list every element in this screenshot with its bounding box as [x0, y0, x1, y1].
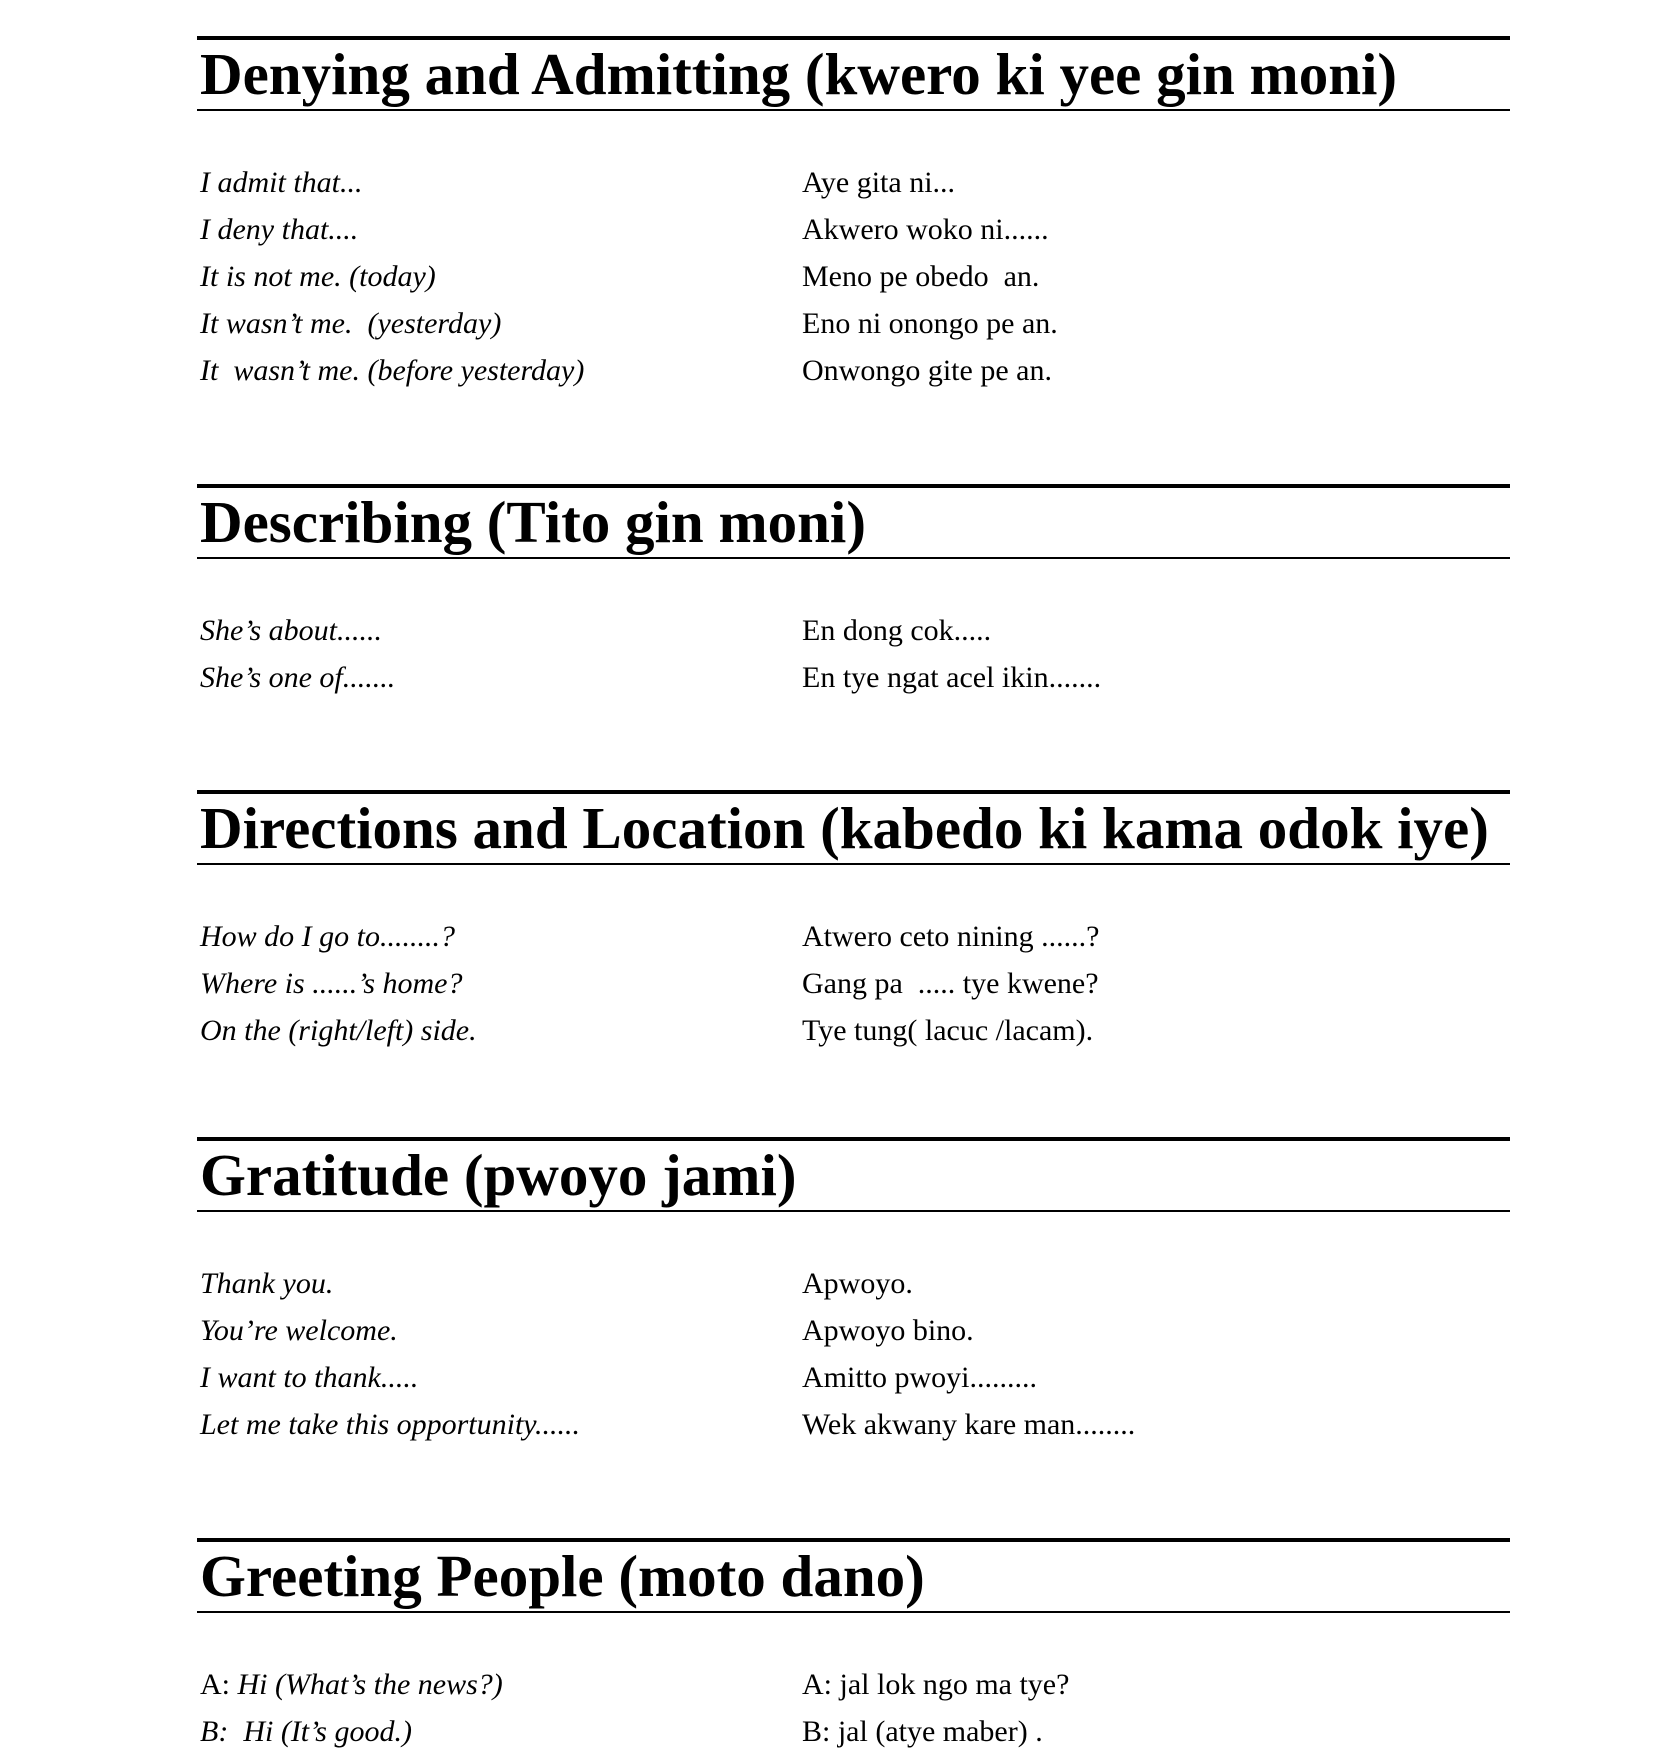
phrase-row: [200, 159, 1510, 206]
section-heading: Describing (Tito gin moni): [200, 489, 866, 555]
english-phrase: On the (right/left) side.: [200, 1014, 477, 1047]
acholi-phrase: Gang pa ..... tye kwene?: [802, 967, 1099, 1000]
english-text: Hi (What’s the news?): [237, 1668, 503, 1701]
phrase-row: [200, 654, 1510, 701]
acholi-phrase: Akwero woko ni......: [802, 213, 1049, 246]
english-phrase: I want to thank.....: [200, 1361, 419, 1394]
phrase-row: [200, 607, 1510, 654]
english-phrase: It is not me. (today): [200, 260, 436, 293]
phrase-list: [200, 1260, 1510, 1448]
english-phrase: She’s one of.......: [200, 661, 396, 694]
english-phrase: How do I go to........?: [200, 920, 455, 953]
acholi-phrase: Eno ni onongo pe an.: [802, 307, 1058, 340]
section-bottom-rule: [197, 1210, 1510, 1212]
english-phrase: It wasn’t me. (before yesterday): [200, 354, 585, 387]
phrase-row: [200, 1708, 1510, 1755]
english-phrase: She’s about......: [200, 614, 382, 647]
english-phrase: It wasn’t me. (yesterday): [200, 307, 502, 340]
english-phrase: Thank you.: [200, 1267, 334, 1300]
phrase-row: [200, 913, 1510, 960]
section-heading: Directions and Location (kabedo ki kama odok iye): [200, 795, 1489, 861]
section-heading: Greeting People (moto dano): [200, 1543, 925, 1609]
english-phrase: I admit that...: [200, 166, 363, 199]
speaker-label: B:: [200, 1715, 244, 1748]
english-phrase: I deny that....: [200, 213, 359, 246]
english-phrase: [200, 1661, 503, 1708]
section-bottom-rule: [197, 863, 1510, 865]
section-bottom-rule: [197, 1611, 1510, 1613]
acholi-phrase: Tye tung( lacuc /lacam).: [802, 1014, 1094, 1047]
acholi-phrase: Wek akwany kare man........: [802, 1408, 1136, 1441]
phrase-row: [200, 206, 1510, 253]
acholi-phrase: Apwoyo.: [802, 1267, 913, 1300]
phrase-list: [200, 1661, 1510, 1755]
phrase-list: [200, 607, 1510, 701]
phrase-row: [200, 1401, 1510, 1448]
speaker-label: A:: [200, 1668, 238, 1701]
acholi-phrase: Meno pe obedo an.: [802, 260, 1040, 293]
acholi-phrase: A: jal lok ngo ma tye?: [802, 1668, 1070, 1701]
acholi-phrase: Atwero ceto nining ......?: [802, 920, 1100, 953]
english-phrase: [200, 1708, 412, 1755]
phrase-row: [200, 300, 1510, 347]
phrase-row: [200, 1307, 1510, 1354]
phrase-row: [200, 1354, 1510, 1401]
acholi-phrase: Aye gita ni...: [802, 166, 956, 199]
acholi-phrase: Apwoyo bino.: [802, 1314, 974, 1347]
english-phrase: You’re welcome.: [200, 1314, 398, 1347]
english-phrase: Where is ......’s home?: [200, 967, 463, 1000]
english-text: Hi (It’s good.): [243, 1715, 412, 1748]
phrase-row: [200, 1260, 1510, 1307]
acholi-phrase: Onwongo gite pe an.: [802, 354, 1052, 387]
section-heading: Denying and Admitting (kwero ki yee gin moni): [200, 41, 1398, 107]
acholi-phrase: En dong cok.....: [802, 614, 992, 647]
section-heading: Gratitude (pwoyo jami): [200, 1142, 797, 1208]
section-bottom-rule: [197, 109, 1510, 111]
acholi-phrase: B: jal (atye maber) .: [802, 1715, 1043, 1748]
section-bottom-rule: [197, 557, 1510, 559]
phrase-row: [200, 1661, 1510, 1708]
acholi-phrase: Amitto pwoyi.........: [802, 1361, 1038, 1394]
phrase-list: [200, 159, 1510, 394]
phrase-row: [200, 960, 1510, 1007]
phrase-list: [200, 913, 1510, 1054]
acholi-phrase: En tye ngat acel ikin.......: [802, 661, 1102, 694]
phrase-row: [200, 1007, 1510, 1054]
phrase-row: [200, 253, 1510, 300]
english-phrase: Let me take this opportunity......: [200, 1408, 580, 1441]
phrase-row: [200, 347, 1510, 394]
